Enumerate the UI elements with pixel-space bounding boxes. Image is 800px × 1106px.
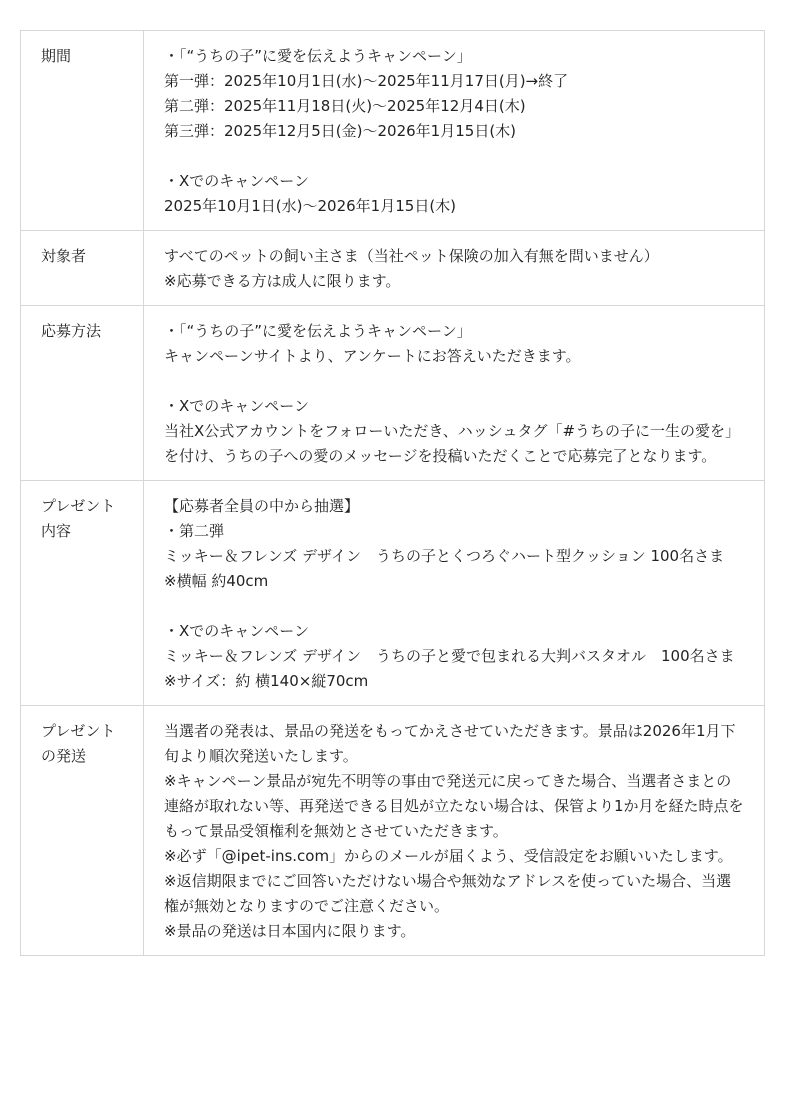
campaign-info-body bbox=[21, 31, 765, 956]
row-header-line: 内容 bbox=[41, 522, 72, 540]
row-content-target bbox=[144, 231, 765, 306]
content-line bbox=[164, 144, 744, 169]
content-line: 第一弾：2025年10月1日(水)～2025年11月17日(月)→終了 bbox=[164, 72, 569, 90]
row-header-target bbox=[21, 231, 144, 306]
content-line: キャンペーンサイトより、アンケートにお答えいただきます。 bbox=[164, 347, 581, 365]
row-header-how-to-apply bbox=[21, 306, 144, 481]
content-line: 2025年10月1日(水)～2026年1月15日(木) bbox=[164, 197, 457, 215]
content-line: ミッキー＆フレンズ デザイン うちの子と愛で包まれる大判バスタオル 100名さま bbox=[164, 647, 735, 665]
row-header-line: プレゼント bbox=[41, 497, 116, 515]
table-row-prize bbox=[21, 481, 765, 706]
content-line: ・「“うちの子”に愛を伝えようキャンペーン」 bbox=[164, 47, 472, 65]
row-content-period bbox=[144, 31, 765, 231]
content-line: ※景品の発送は日本国内に限ります。 bbox=[164, 922, 416, 940]
content-line: ※サイズ：約 横140×縦70cm bbox=[164, 672, 369, 690]
content-line: ・Xでのキャンペーン bbox=[164, 397, 309, 415]
content-line: ※返信期限までにご回答いただけない場合や無効なアドレスを使っていた場合、当選権が無効となりますのでご注意ください。 bbox=[164, 872, 732, 915]
row-header-shipping bbox=[21, 706, 144, 956]
campaign-details bbox=[20, 30, 762, 956]
row-content-prize bbox=[144, 481, 765, 706]
content-line bbox=[164, 594, 744, 619]
content-line: ・第二弾 bbox=[164, 522, 225, 540]
row-header-line: プレゼント bbox=[41, 722, 116, 740]
row-content-how-to-apply bbox=[144, 306, 765, 481]
table-row-how-to-apply bbox=[21, 306, 765, 481]
content-line: 第二弾：2025年11月18日(火)～2025年12月4日(木) bbox=[164, 97, 526, 115]
content-line: ・Xでのキャンペーン bbox=[164, 172, 309, 190]
row-header-period bbox=[21, 31, 144, 231]
row-header-line: の発送 bbox=[41, 747, 87, 765]
content-line: ・「“うちの子”に愛を伝えようキャンペーン」 bbox=[164, 322, 472, 340]
content-line: 当選者の発表は、景品の発送をもってかえさせていただきます。景品は2026年1月下旬より順次発送いたします。 bbox=[164, 722, 736, 765]
row-header-line: 期間 bbox=[41, 47, 72, 65]
row-header-prize bbox=[21, 481, 144, 706]
content-line: ※応募できる方は成人に限ります。 bbox=[164, 272, 401, 290]
content-line: 第三弾：2025年12月5日(金)～2026年1月15日(木) bbox=[164, 122, 517, 140]
content-line: ミッキー＆フレンズ デザイン うちの子とくつろぐハート型クッション 100名さま bbox=[164, 547, 725, 565]
content-line: すべてのペットの飼い主さま（当社ペット保険の加入有無を問いません） bbox=[164, 247, 659, 265]
table-row-period bbox=[21, 31, 765, 231]
table-row-target bbox=[21, 231, 765, 306]
content-line: ※必ず「@ipet-ins.com」からのメールが届くよう、受信設定をお願いいたします。 bbox=[164, 847, 733, 865]
table-row-shipping bbox=[21, 706, 765, 956]
row-content-shipping bbox=[144, 706, 765, 956]
content-line bbox=[164, 369, 744, 394]
content-line: ※キャンペーン景品が宛先不明等の事由で発送元に戻ってきた場合、当選者さまとの連絡が取れない等、再発送できる目処が立たない場合は、保管より1か月を経た時点をもって景品受領権利を無効とさせていただきます。 bbox=[164, 772, 744, 840]
content-line: ※横幅 約40cm bbox=[164, 572, 269, 590]
row-header-line: 対象者 bbox=[41, 247, 87, 265]
content-line: 【応募者全員の中から抽選】 bbox=[164, 497, 360, 515]
content-line: 当社X公式アカウントをフォローいただき、ハッシュタグ「#うちの子に一生の愛を」を付け、うちの子への愛のメッセージを投稿いただくことで応募完了となります。 bbox=[164, 422, 741, 465]
row-header-line: 応募方法 bbox=[41, 322, 102, 340]
content-line: ・Xでのキャンペーン bbox=[164, 622, 309, 640]
campaign-info-table bbox=[20, 30, 765, 956]
